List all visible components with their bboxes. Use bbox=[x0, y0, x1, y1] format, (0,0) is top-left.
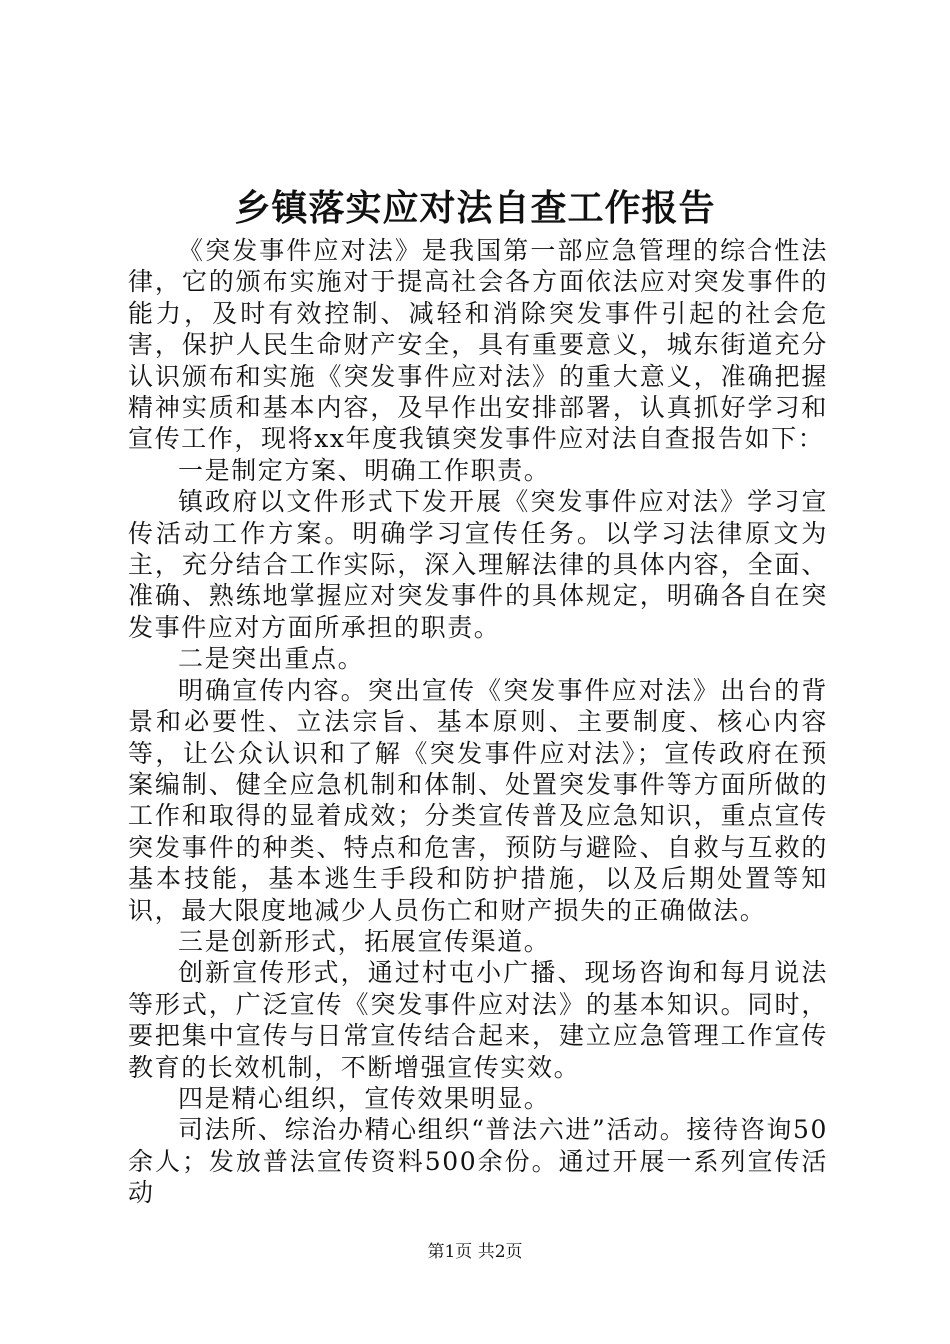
document-title: 乡镇落实应对法自查工作报告 bbox=[234, 187, 716, 229]
section-heading-1: 一是制定方案、明确工作职责。 bbox=[178, 455, 551, 485]
paragraph-section-3: 创新宣传形式，通过村屯小广播、现场咨询和每月说法等形式，广泛宣传《突发事件应对法》的基本知识。同时，要把集中宣传与日常宣传结合起来，建立应急管理工作宣传教育的长效机制，不断增强宣传实效。 bbox=[128, 958, 828, 1082]
section-heading-4: 四是精心组织，宣传效果明显。 bbox=[178, 1083, 551, 1113]
section-heading-3: 三是创新形式，拓展宣传渠道。 bbox=[178, 926, 551, 956]
paragraph-section-2: 明确宣传内容。突出宣传《突发事件应对法》出台的背景和必要性、立法宗旨、基本原则、主要制度、核心内容等，让公众认识和了解《突发事件应对法》；宣传政府在预案编制、健全应急机制和体制、处置突发事件等方面所做的工作和取得的显着成效；分类宣传普及应急知识，重点宣传突发事件的种类、特点和危害，预防与避险、自救与互救的基本技能，基本逃生手段和防护措施，以及后期处置等知识，最大限度地减少人员伤亡和财产损失的正确做法。 bbox=[128, 675, 828, 925]
paragraph-intro: 《突发事件应对法》是我国第一部应急管理的综合性法律，它的颁布实施对于提高社会各方面依法应对突发事件的能力，及时有效控制、减轻和消除突发事件引起的社会危害，保护人民生命财产安全，具有重要意义，城东街道充分认识颁布和实施《突发事件应对法》的重大意义，准确把握精神实质和基本内容，及早作出安排部署，认真抓好学习和宣传工作，现将xx年度我镇突发事件应对法自查报告如下： bbox=[128, 236, 828, 454]
section-heading-2: 二是突出重点。 bbox=[178, 644, 365, 674]
paragraph-section-1: 镇政府以文件形式下发开展《突发事件应对法》学习宣传活动工作方案。明确学习宣传任务。以学习法律原文为主，充分结合工作实际，深入理解法律的具体内容，全面、准确、熟练地掌握应对突发事件的具体规定，明确各自在突发事件应对方面所承担的职责。 bbox=[128, 487, 828, 642]
paragraph-section-4: 司法所、综治办精心组织“普法六进”活动。接待咨询50余人；发放普法宣传资料500余份。通过开展一系列宣传活动 bbox=[128, 1115, 828, 1208]
page-number-footer: 第1页 共2页 bbox=[427, 1242, 523, 1262]
document-body bbox=[128, 235, 828, 1209]
